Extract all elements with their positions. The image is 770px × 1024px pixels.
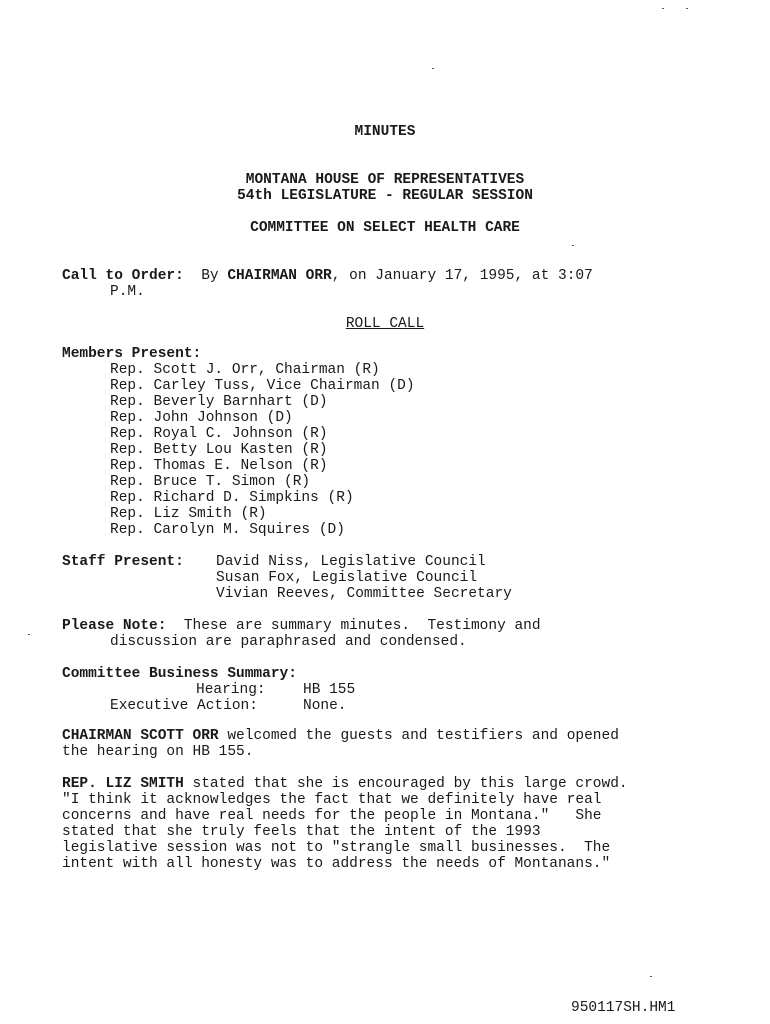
members-list	[110, 362, 415, 538]
document-title: MINUTES	[354, 124, 416, 140]
list-item: Rep. Thomas E. Nelson (R)	[110, 458, 328, 474]
call-to-order-chair: CHAIRMAN ORR	[227, 268, 332, 284]
body-name: MONTANA HOUSE OF REPRESENTATIVES	[245, 172, 525, 188]
hearing-value: HB 155	[303, 682, 356, 698]
list-item: Rep. Beverly Barnhart (D)	[110, 394, 328, 410]
please-note-line1	[62, 618, 541, 634]
paragraph-text: stated that she is encouraged by this large crowd.	[183, 776, 628, 792]
list-item: Rep. Liz Smith (R)	[110, 506, 267, 522]
list-item: Rep. Betty Lou Kasten (R)	[110, 442, 328, 458]
list-item: Rep. Richard D. Simpkins (R)	[110, 490, 354, 506]
session-name: 54th LEGISLATURE - REGULAR SESSION	[237, 188, 533, 204]
hearing-label: Hearing:	[196, 682, 266, 698]
please-note-line2: discussion are paraphrased and condensed.	[110, 634, 467, 650]
please-note-text1: These are summary minutes. Testimony and	[183, 618, 541, 634]
list-item: Rep. John Johnson (D)	[110, 410, 293, 426]
call-to-order-line	[62, 268, 593, 284]
testimony-paragraph	[62, 776, 702, 872]
list-item: Susan Fox, Legislative Council	[216, 570, 478, 586]
call-to-order-rest: , on January 17, 1995, at 3:07	[331, 268, 593, 284]
paragraph-text: the hearing on HB 155.	[62, 744, 254, 760]
business-summary-label: Committee Business Summary:	[62, 666, 297, 682]
paragraph-text: intent with all honesty was to address the needs of Montanans."	[62, 856, 611, 872]
scan-speck	[432, 68, 434, 69]
staff-list	[216, 554, 512, 602]
scan-speck	[28, 634, 30, 635]
executive-action-label: Executive Action:	[110, 698, 258, 714]
list-item: Rep. Carolyn M. Squires (D)	[110, 522, 345, 538]
please-note-label: Please Note:	[62, 618, 167, 634]
committee-name: COMMITTEE ON SELECT HEALTH CARE	[250, 220, 520, 236]
paragraph-text: welcomed the guests and testifiers and opened	[218, 728, 619, 744]
list-item: David Niss, Legislative Council	[216, 554, 486, 570]
document-code: 950117SH.HM1	[571, 1000, 676, 1016]
scan-speck	[572, 245, 574, 246]
scan-speck	[662, 8, 664, 9]
members-present-label: Members Present:	[62, 346, 202, 362]
executive-action-value: None.	[303, 698, 347, 714]
paragraph-text: concerns and have real needs for the people in Montana." She	[62, 808, 602, 824]
speaker-name: CHAIRMAN SCOTT ORR	[62, 728, 219, 744]
call-to-order-prefix: By	[201, 268, 219, 284]
list-item: Rep. Bruce T. Simon (R)	[110, 474, 311, 490]
call-to-order-label: Call to Order:	[62, 268, 184, 284]
list-item: Vivian Reeves, Committee Secretary	[216, 586, 512, 602]
opening-paragraph	[62, 728, 702, 760]
call-to-order-line2: P.M.	[110, 284, 145, 300]
paragraph-text: legislative session was not to "strangle small businesses. The	[62, 840, 611, 856]
scan-speck	[686, 8, 688, 9]
roll-call-heading: ROLL CALL	[345, 316, 425, 332]
list-item: Rep. Scott J. Orr, Chairman (R)	[110, 362, 380, 378]
scan-speck	[650, 976, 652, 977]
list-item: Rep. Royal C. Johnson (R)	[110, 426, 328, 442]
paragraph-text: "I think it acknowledges the fact that we definitely have real	[62, 792, 602, 808]
paragraph-text: stated that she truly feels that the intent of the 1993	[62, 824, 541, 840]
list-item: Rep. Carley Tuss, Vice Chairman (D)	[110, 378, 415, 394]
staff-present-label: Staff Present:	[62, 554, 184, 570]
speaker-name: REP. LIZ SMITH	[62, 776, 184, 792]
